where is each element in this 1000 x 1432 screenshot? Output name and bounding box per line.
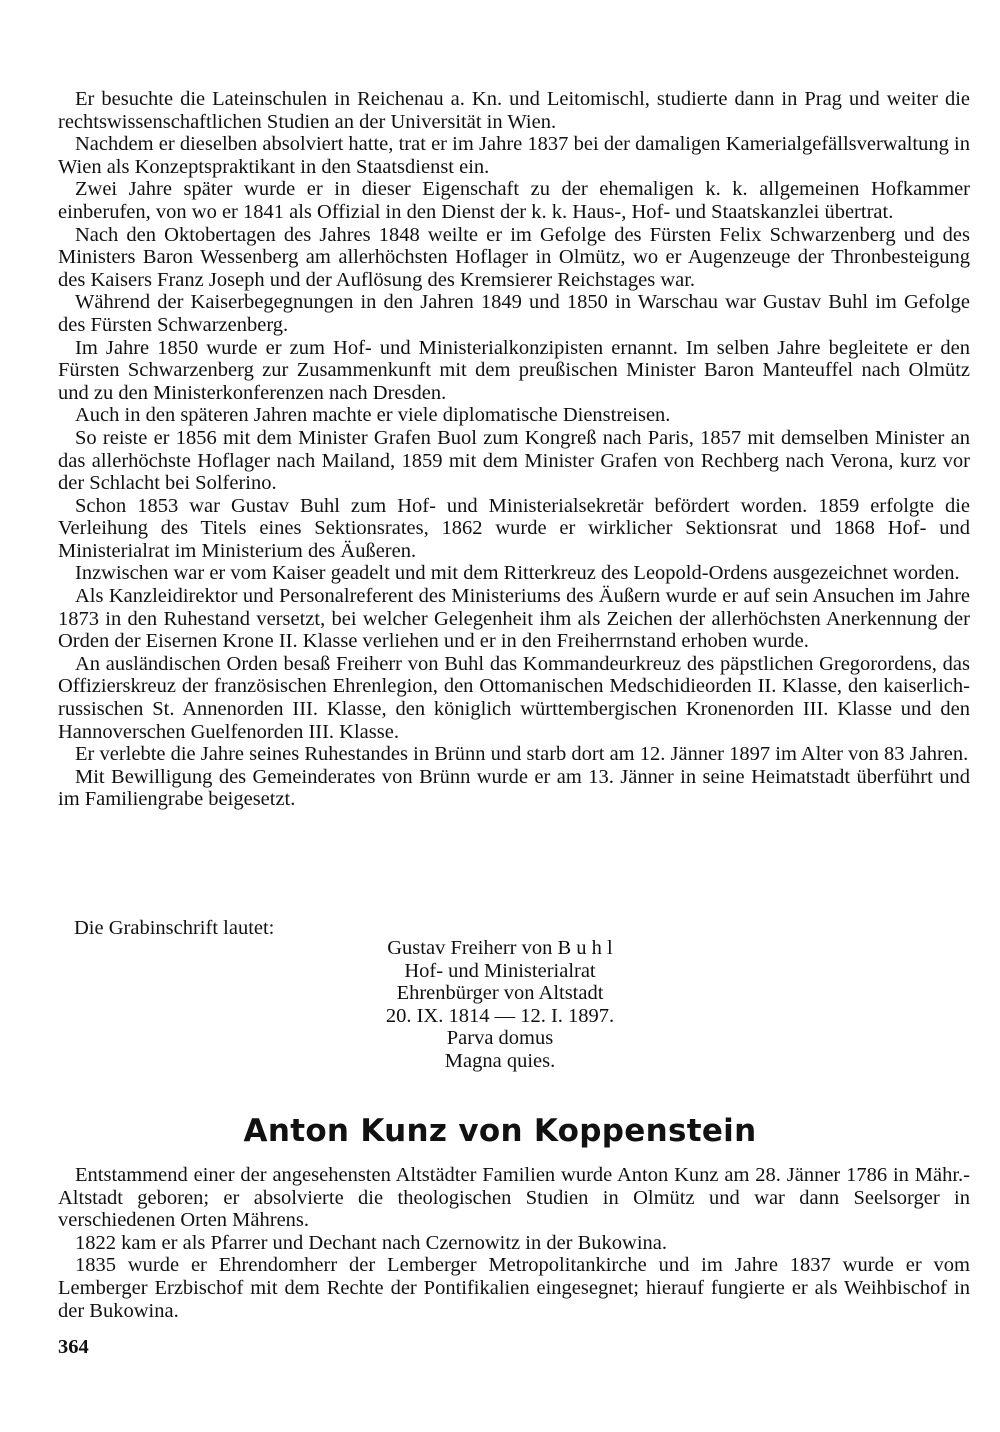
paragraph: Nachdem er dieselben absolviert hatte, trat er im Jahre 1837 bei der damaligen Kamerialgefällsverwaltung in Wien als Konzeptspraktikant in den Staatsdienst ein. [58, 133, 970, 178]
paragraph: Entstammend einer der angesehensten Altstädter Familien wurde Anton Kunz am 28. Jänner 1786 in Mähr.-Altstadt geboren; er absolvierte die theologischen Studien in Olmütz und war dann Seelsorger in verschiedenen Orten Mährens. [58, 1164, 970, 1232]
paragraph: Inzwischen war er vom Kaiser geadelt und mit dem Ritterkreuz des Leopold-Ordens ausgezeichnet worden. [75, 562, 960, 585]
paragraph: Nach den Oktobertagen des Jahres 1848 weilte er im Gefolge des Fürsten Felix Schwarzenberg und des Ministers Baron Wessenberg am allerhöchsten Hoflager in Olmütz, wo er Augenzeuge der Thronbesteigung des Kaisers Franz Joseph und der Auflösung des Kremsierer Reichstages war. [58, 223, 970, 291]
paragraph: Schon 1853 war Gustav Buhl zum Hof- und Ministerialsekretär befördert worden. 1859 erfolgte die Verleihung des Titels eines Sektionsrates, 1862 wurde er wirklicher Sektionsrat und 1868 Hof- und Ministerialrat im Ministerium des Äußeren. [58, 494, 970, 562]
paragraph: Während der Kaiserbegegnungen in den Jahren 1849 und 1850 in Warschau war Gustav Buhl im Gefolge des Fürsten Schwarzenberg. [58, 291, 970, 336]
page-number: 364 [58, 1336, 89, 1358]
inscription-intro: Die Grabinschrift lautet: [74, 917, 275, 939]
inscription-line: Magna quies. [444, 1049, 556, 1072]
paragraph: Mit Bewilligung des Gemeinderates von Brünn wurde er am 13. Jänner in seine Heimatstadt überführt und im Familiengrabe beigesetzt. [58, 765, 970, 811]
paragraph: 1835 wurde er Ehrendomherr der Lemberger Metropolitankirche und im Jahre 1837 wurde er vom Lemberger Erzbischof mit dem Rechte der Pontifikalien eingesegnet; hierauf fungierte er als Weihbischof in der Bukowina. [58, 1254, 970, 1322]
inscription-line: Parva domus [446, 1027, 554, 1050]
buhl-biography [58, 88, 970, 811]
paragraph: Er besuchte die Lateinschulen in Reichenau a. Kn. und Leitomischl, studierte dann in Prag und weiter die rechtswissenschaftlichen Studien an der Universität in Wien. [58, 88, 970, 133]
paragraph: Auch in den späteren Jahren machte er viele diplomatische Dienstreisen. [75, 404, 671, 427]
paragraph: So reiste er 1856 mit dem Minister Grafen Buol zum Kongreß nach Paris, 1857 mit demselben Minister an das allerhöchste Hoflager nach Mailand, 1859 mit dem Minister Grafen von Rechberg nach Verona, kurz vor der Schlacht bei Solferino. [58, 426, 970, 495]
paragraph: Als Kanzleidirektor und Personalreferent des Ministeriums des Äußern wurde er auf sein Ansuchen im Jahre 1873 in den Ruhestand versetzt, bei welcher Gelegenheit ihm als Zeichen der allerhöchsten Anerkennung der Orden der Eisernen Krone II. Klasse verliehen und er in den Freiherrnstand erhoben wurde. [58, 585, 970, 653]
paragraph: 1822 kam er als Pfarrer und Dechant nach Czernowitz in der Bukowina. [75, 1231, 668, 1254]
kunz-biography [58, 1164, 970, 1322]
inscription-line: Hof- und Ministerialrat [404, 959, 596, 982]
inscription-line: Ehrenbürger von Altstadt [396, 982, 604, 1005]
paragraph: Er verlebte die Jahre seines Ruhestandes in Brünn und starb dort am 12. Jänner 1897 im Alter von 83 Jahren. [75, 743, 969, 766]
inscription-line: Gustav Freiherr von B u h l [387, 937, 613, 959]
paragraph: An ausländischen Orden besaß Freiherr von Buhl das Kommandeurkreuz des päpstlichen Gregorordens, das Offizierskreuz der französischen Ehrenlegion, den Ottomanischen Medschidieorden II. Klasse, den kaiserlich-russischen St. Annenorden III. Klasse, den königlich württembergischen Kronenorden III. Klasse und den Hannoverschen Guelfenorden III. Klasse. [58, 652, 970, 743]
paragraph: Zwei Jahre später wurde er in dieser Eigenschaft zu der ehemaligen k. k. allgemeinen Hofkammer einberufen, von wo er 1841 als Offizial in den Dienst der k. k. Haus-, Hof- und Staatskanzlei übertrat. [58, 178, 970, 223]
grave-inscription [300, 937, 700, 1073]
paragraph: Im Jahre 1850 wurde er zum Hof- und Ministerialkonzipisten ernannt. Im selben Jahre begleitete er den Fürsten Schwarzenberg zur Zusammenkunft mit dem preußischen Minister Baron Manteuffel nach Olmütz und zu den Ministerkonferenzen nach Dresden. [58, 336, 970, 404]
inscription-line: 20. IX. 1814 — 12. I. 1897. [385, 1004, 615, 1027]
section-heading: Anton Kunz von Koppenstein [243, 1113, 757, 1149]
